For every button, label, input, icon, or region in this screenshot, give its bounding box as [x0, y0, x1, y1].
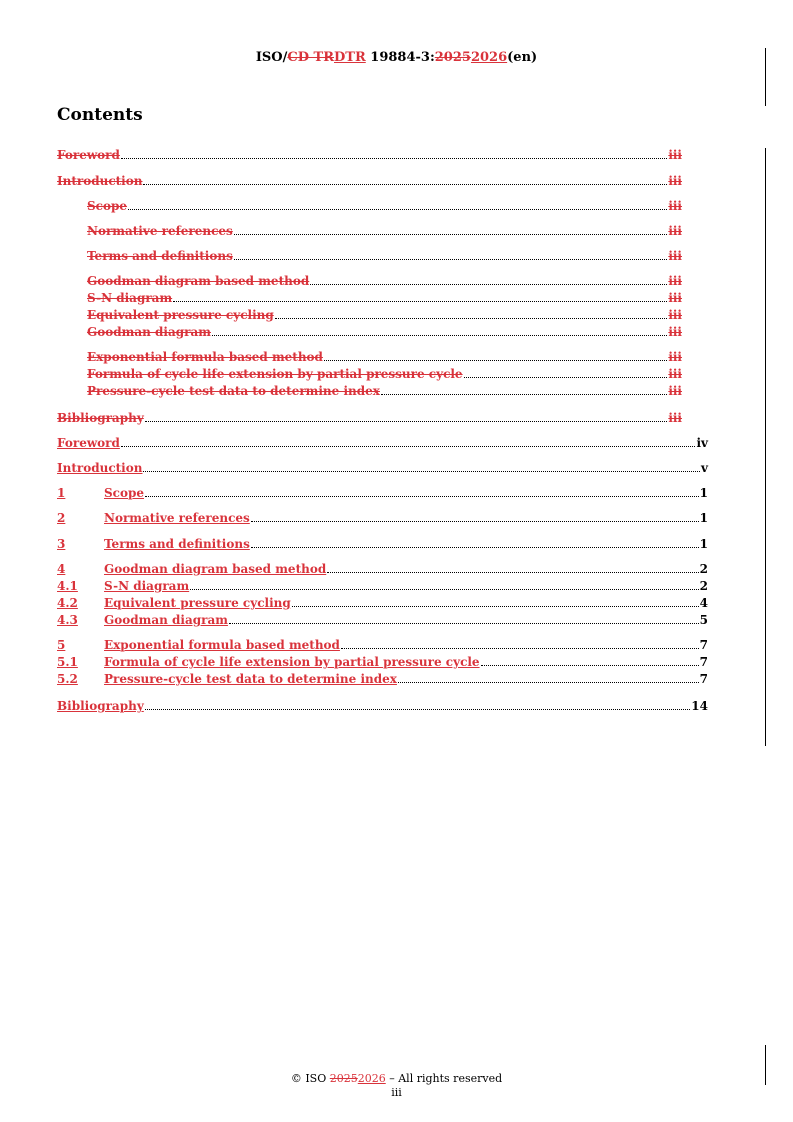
toc-entry-page: iii: [668, 291, 682, 305]
toc-entry-page: iv: [696, 436, 708, 450]
toc-entry-old-formula-cycle-life[interactable]: [57, 367, 682, 381]
toc-entry-equivalent-pressure-cycling[interactable]: [57, 596, 708, 610]
toc-leader: [481, 665, 699, 666]
toc-entry-goodman-method[interactable]: [57, 562, 708, 576]
toc-entry-exponential-method[interactable]: [57, 638, 708, 652]
toc-entry-title: Bibliography: [57, 411, 144, 425]
toc-leader: [327, 572, 698, 573]
toc-entry-scope[interactable]: [57, 486, 708, 500]
toc-entry-page: iii: [668, 367, 682, 381]
toc-leader: [143, 184, 667, 185]
toc-entry-old-scope[interactable]: [57, 199, 682, 213]
toc-entry-old-sn-diagram[interactable]: [57, 291, 682, 305]
toc-entry-title: Formula of cycle life extension by partial pressure cycle: [87, 367, 463, 381]
toc-entry-page: 7: [699, 672, 708, 686]
toc-entry-foreword[interactable]: [57, 436, 708, 450]
toc-entry-title: Terms and definitions: [87, 249, 233, 263]
toc-leader: [381, 394, 667, 395]
toc-entry-page: iii: [668, 199, 682, 213]
toc-entry-goodman-diagram[interactable]: [57, 613, 708, 627]
toc-entry-number: 5.2: [57, 672, 78, 686]
toc-entry-page: 1: [699, 486, 708, 500]
toc-entry-title: Goodman diagram based method: [104, 562, 327, 576]
toc-entry-page: iii: [668, 249, 682, 263]
toc-entry-title: Equivalent pressure cycling: [104, 596, 291, 610]
toc-entry-old-terms-and-definitions[interactable]: [57, 249, 682, 263]
toc-leader: [251, 521, 699, 522]
toc-entry-title: Goodman diagram: [87, 325, 211, 339]
toc-entry-title: Normative references: [87, 224, 233, 238]
toc-entry-bibliography[interactable]: [57, 699, 708, 713]
toc-leader: [173, 301, 667, 302]
toc-entry-page: iii: [668, 350, 682, 364]
toc-leader: [121, 446, 696, 447]
toc-entry-old-introduction[interactable]: [57, 174, 682, 188]
toc-leader: [145, 496, 699, 497]
toc-entry-number: 5.1: [57, 655, 78, 669]
toc-entry-terms-and-definitions[interactable]: [57, 537, 708, 551]
copyright-inserted-year: 2026: [357, 1072, 386, 1085]
toc-leader: [145, 421, 668, 422]
toc-leader: [324, 360, 667, 361]
toc-entry-page: iii: [668, 411, 682, 425]
toc-entry-number: 4: [57, 562, 66, 576]
toc-leader: [341, 648, 699, 649]
toc-entry-page: iii: [668, 224, 682, 238]
toc-leader: [292, 606, 699, 607]
toc-leader: [234, 259, 667, 260]
toc-entry-page: 14: [691, 699, 708, 713]
header-prefix: ISO/: [255, 50, 288, 65]
header-deleted-year: 2025: [434, 50, 471, 65]
toc-entry-number: 3: [57, 537, 66, 551]
toc-entry-introduction[interactable]: [57, 461, 708, 475]
toc-entry-page: iii: [668, 325, 682, 339]
toc-entry-title: Goodman diagram: [104, 613, 228, 627]
toc-leader: [275, 318, 668, 319]
toc-entry-title: Foreword: [57, 148, 120, 162]
toc-entry-page: iii: [668, 274, 682, 288]
toc-entry-number: 1: [57, 486, 66, 500]
page-header: [0, 50, 793, 65]
toc-entry-title: Pressure-cycle test data to determine index: [87, 384, 380, 398]
toc-leader: [190, 589, 698, 590]
contents-heading: Contents: [57, 105, 143, 125]
copyright-prefix: © ISO: [290, 1072, 330, 1085]
toc-entry-old-foreword[interactable]: [57, 148, 682, 162]
toc-entry-number: 4.3: [57, 613, 78, 627]
toc-entry-old-normative-references[interactable]: [57, 224, 682, 238]
header-inserted-year: 2026: [470, 50, 508, 65]
toc-entry-old-pressure-cycle-test-data[interactable]: [57, 384, 682, 398]
toc-leader: [128, 209, 667, 210]
toc-leader: [310, 284, 667, 285]
toc-entry-page: iii: [668, 308, 682, 322]
toc-entry-title: Exponential formula based method: [87, 350, 323, 364]
toc-entry-title: Equivalent pressure cycling: [87, 308, 274, 322]
toc-leader: [229, 623, 699, 624]
toc-entry-title: Normative references: [104, 511, 250, 525]
toc-entry-page: 1: [699, 537, 708, 551]
toc-leader: [143, 471, 700, 472]
copyright-deleted-year: 2025: [329, 1072, 358, 1085]
header-suffix: (en): [507, 50, 538, 65]
toc-entry-title: Goodman diagram based method: [87, 274, 310, 288]
toc-entry-old-equivalent-pressure-cycling[interactable]: [57, 308, 682, 322]
change-bar-contents: [765, 148, 766, 746]
toc-entry-number: 4.1: [57, 579, 78, 593]
toc-entry-page: iii: [668, 148, 682, 162]
toc-leader: [251, 547, 699, 548]
copyright-line: [0, 1072, 793, 1086]
toc-entry-page: iii: [668, 174, 682, 188]
toc-entry-title: Pressure-cycle test data to determine index: [104, 672, 397, 686]
page-footer: [0, 1072, 793, 1100]
toc-entry-page: iii: [668, 384, 682, 398]
toc-entry-number: 4.2: [57, 596, 78, 610]
toc-entry-page: 4: [699, 596, 708, 610]
toc-entry-old-bibliography[interactable]: [57, 411, 682, 425]
toc-entry-title: Bibliography: [57, 699, 144, 713]
toc-entry-pressure-cycle-test-data[interactable]: [57, 672, 708, 686]
toc-leader: [464, 377, 668, 378]
toc-entry-page: v: [701, 461, 708, 475]
toc-entry-title: S-N diagram: [104, 579, 190, 593]
toc-entry-page: 2: [699, 562, 708, 576]
change-bar-header: [765, 48, 766, 106]
toc-entry-title: Formula of cycle life extension by partial pressure cycle: [104, 655, 480, 669]
toc-leader: [234, 234, 668, 235]
toc-entry-old-exponential-method[interactable]: [57, 350, 682, 364]
header-inserted-type: DTR: [334, 50, 366, 65]
toc-entry-normative-references[interactable]: [57, 511, 708, 525]
toc-entry-old-goodman-diagram[interactable]: [57, 325, 682, 339]
toc-entry-page: 5: [699, 613, 708, 627]
toc-entry-number: 2: [57, 511, 66, 525]
toc-entry-page: 7: [699, 655, 708, 669]
toc-entry-title: S-N diagram: [87, 291, 173, 305]
toc-leader: [121, 158, 667, 159]
toc-entry-page: 7: [699, 638, 708, 652]
toc-entry-sn-diagram[interactable]: [57, 579, 708, 593]
toc-leader: [212, 335, 667, 336]
toc-entry-title: Exponential formula based method: [104, 638, 340, 652]
toc-entry-title: Introduction: [57, 461, 143, 475]
toc-entry-page: 2: [699, 579, 708, 593]
toc-leader: [398, 682, 699, 683]
toc-entry-old-goodman-method[interactable]: [57, 274, 682, 288]
toc-entry-page: 1: [699, 511, 708, 525]
toc-entry-title: Terms and definitions: [104, 537, 250, 551]
header-number: 19884-3:: [365, 50, 435, 65]
toc-entry-formula-cycle-life[interactable]: [57, 655, 708, 669]
toc-entry-title: Foreword: [57, 436, 120, 450]
toc-entry-number: 5: [57, 638, 66, 652]
toc-leader: [145, 709, 691, 710]
toc-entry-title: Introduction: [57, 174, 143, 188]
toc-entry-title: Scope: [87, 199, 128, 213]
page-number: iii: [391, 1086, 402, 1099]
toc-entry-title: Scope: [104, 486, 145, 500]
header-deleted-type: CD TR: [287, 50, 334, 65]
copyright-suffix: – All rights reserved: [385, 1072, 503, 1085]
